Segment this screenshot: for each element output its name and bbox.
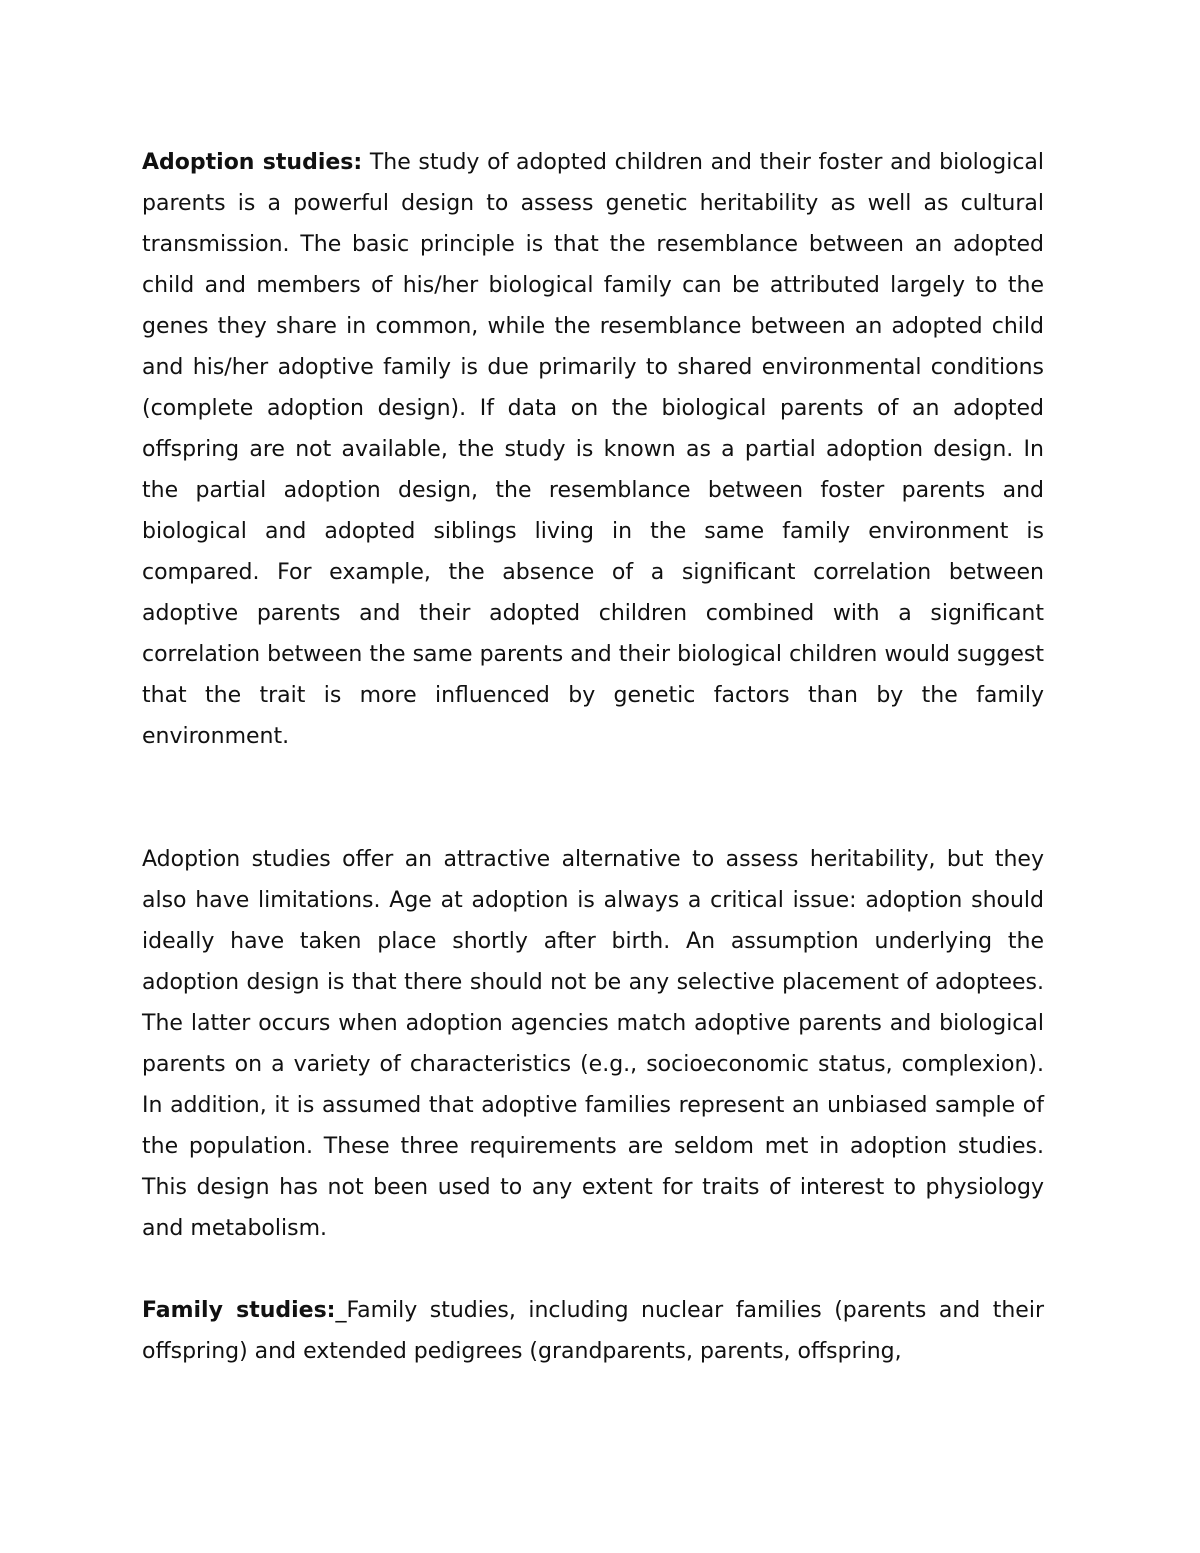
paragraph-text-adoption-limitations: Adoption studies offer an attractive alternative to assess heritability, but they also have limitations. Age at adoption is always a critical issue: adoption should ideally have taken place shortly after birth. An assumption underlying the adoption design is that there should not be any selective placement of adoptees. The latter occurs when adoption agencies match adoptive parents and biological parents on a variety of characteristics (e.g., socioeconomic status, complexion). In addition, it is assumed that adoptive families represent an unbiased sample of the population. These three requirements are seldom met in adoption studies. This design has not been used to any extent for traits of interest to physiology and metabolism. <box>142 847 1044 1241</box>
paragraph-adoption-studies <box>142 142 1044 757</box>
paragraph-text-family-studies: _Family studies, including nuclear families (parents and their offspring) and extended pedigrees (grandparents, parents, offspring, <box>142 1298 1045 1364</box>
paragraph-text-adoption-studies: The study of adopted children and their foster and biological parents is a powerful design to assess genetic heritability as well as cultural transmission. The basic principle is that the resemblance between an adopted child and members of his/her biological family can be attributed largely to the genes they share in common, while the resemblance between an adopted child and his/her adoptive family is due primarily to shared environmental conditions (complete adoption design). If data on the biological parents of an adopted offspring are not available, the study is known as a partial adoption design. In the partial adoption design, the resemblance between foster parents and biological and adopted siblings living in the same family environment is compared. For example, the absence of a significant correlation between adoptive parents and their adopted children combined with a significant correlation between the same parents and their biological children would suggest that the trait is more influenced by genetic factors than by the family environment. <box>142 150 1045 749</box>
paragraph-adoption-limitations <box>142 839 1044 1249</box>
paragraph-heading-adoption-studies: Adoption studies: <box>142 150 363 175</box>
paragraph-heading-family-studies: Family studies: <box>142 1298 336 1323</box>
paragraph-family-studies <box>142 1290 1044 1372</box>
document-body <box>142 142 1044 1372</box>
